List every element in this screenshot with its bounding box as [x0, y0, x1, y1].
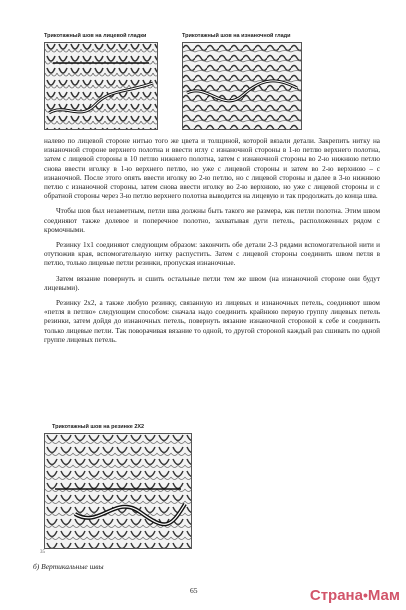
knit-stitch-illustration-1 — [45, 43, 157, 129]
watermark-dot-icon: • — [362, 587, 368, 603]
figure-3-number: 35 — [40, 550, 45, 555]
paragraph-5: Резинку 2х2, а также любую резинку, связанную из лицевых и изнаночных петель, соединяют швом «петля в петлю» следующим способом: сначала надо соединить крайнюю первую группу лицевых петель резинки, затем дойдя до изнаночных петель, повернуть вязание изнаночной стороной к себе и соединить только лицевые петли. Так поворачивая вязание то одной, то другой стороной каждый раз сшивать по одной группе лицевых петель. — [44, 299, 380, 344]
figure-1-caption: Трикотажный шов на лицевой гладки — [44, 33, 147, 39]
section-label: б) Вертикальные швы — [33, 562, 104, 571]
body-text-block — [44, 137, 380, 351]
watermark-part-2: Мам — [367, 587, 400, 604]
watermark-logo — [310, 587, 400, 604]
page-number: 65 — [190, 586, 198, 595]
figure-3-illustration — [44, 433, 192, 549]
figure-3-caption: Трикотажный шов на резинке 2Х2 — [52, 424, 145, 430]
knit-stitch-illustration-2 — [183, 43, 301, 129]
paragraph-3: Резинку 1х1 соединяют следующим образом: закончить обе детали 2-3 рядами вспомогательной нити и отутюжив края, вспомогательную нитку распустить. Затем с лицевой стороны соединить швом петля в петлю, только лицевые петли резинки, пропуская изнаночные. — [44, 241, 380, 268]
figure-2-illustration — [182, 42, 302, 130]
paragraph-4: Затем вязание повернуть и сшить остальные петли тем же швом (на изнаночной стороне они будут лицевыми). — [44, 274, 380, 292]
rib-stitch-illustration — [45, 434, 191, 548]
paragraph-2: Чтобы шов был незаметным, петли шва должны быть такого же размера, как петли полотна. Этим швом соединяют также долевое и поперечное полотно, захватывая дуги петель, расположенных рядом с кромочными. — [44, 207, 380, 234]
figure-2-caption: Трикотажный шов на изнаночной глади — [182, 33, 291, 39]
figure-1-illustration — [44, 42, 158, 130]
watermark-part-1: Страна — [309, 587, 363, 604]
paragraph-1: налево по лицевой стороне нитью того же цвета и толщиной, которой вязали детали. Закрепить нитку на изнаночной стороне верхнего полотна и ввести иглу с изнаночной стороны в 1-ю петлю верхнего полотна, затем с лицевой стороны в 10 петлю нижнего полотна, затем с изнаночной стороны во 2-ю нижнюю петлю снова ввести иголку в 1-ю верхнего петлю, но уже с лицевой стороны и затем во 2-ю верхнюю – с изнаночной. После этого опять ввести иголку во 2-ю петлю, но с лицевой стороны и далее в 3-ю нижнюю петлю с изнаночной стороны, затем снова ввести иголку во 2-ю верхнюю, но уже с лицевой стороны и с обратной стороны через 3-ю петлю верхнего полотна выводится на лицевую и так продолжать до конца шва. — [44, 137, 380, 201]
